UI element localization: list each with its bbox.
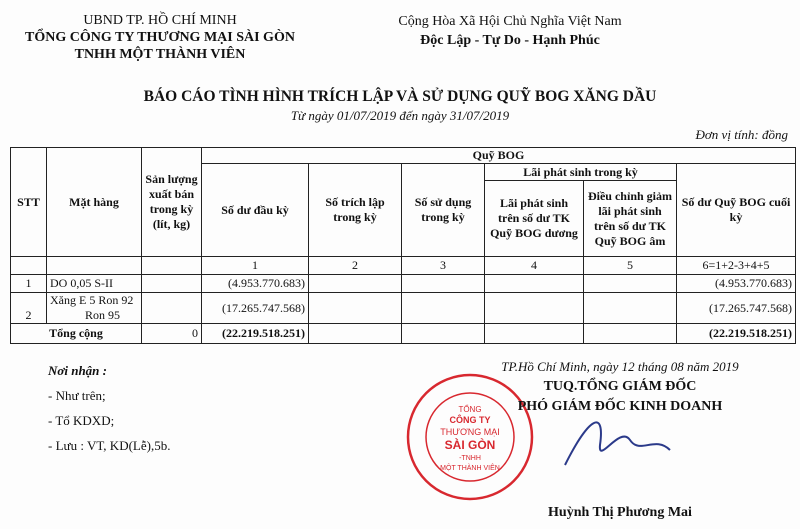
col-use: Số sử dụng trong kỳ <box>402 164 485 257</box>
col-num: 4 <box>485 257 584 275</box>
country-name: Cộng Hòa Xã Hội Chủ Nghĩa Việt Nam <box>398 14 622 29</box>
svg-text:THƯƠNG MẠI: THƯƠNG MẠI <box>440 427 500 437</box>
total-open: (22.219.518.251) <box>202 324 309 344</box>
row-open: (4.953.770.683) <box>202 275 309 293</box>
table-row <box>11 293 796 324</box>
col-num: 1 <box>202 257 309 275</box>
table-row <box>11 275 796 293</box>
total-close: (22.219.518.251) <box>677 324 796 344</box>
recipients-title: Nơi nhận : <box>48 363 107 378</box>
signer-name: Huỳnh Thị Phương Mai <box>548 505 692 520</box>
col-volume: Sản lượng xuất bán trong kỳ (lít, kg) <box>142 148 202 257</box>
total-volume: 0 <box>142 324 202 344</box>
row-item-line: Ron 95 <box>85 308 121 322</box>
col-num: 3 <box>402 257 485 275</box>
svg-text:CÔNG TY: CÔNG TY <box>449 415 491 425</box>
col-num: 5 <box>584 257 677 275</box>
recipient-item: - Lưu : VT, KD(Lễ),5b. <box>48 438 171 453</box>
report-title: BÁO CÁO TÌNH HÌNH TRÍCH LẬP VÀ SỬ DỤNG QUỸ BOG XĂNG DẦU <box>143 88 657 105</box>
svg-text:SÀI GÒN: SÀI GÒN <box>444 438 496 452</box>
signature <box>560 405 680 485</box>
col-interest-negative: Điều chỉnh giảm lãi phát sinh trên số dư TK Quỹ BOG âm <box>584 181 677 257</box>
recipient-item: - Tổ KDXD; <box>48 413 115 428</box>
row-item: DO 0,05 S-II <box>47 275 142 293</box>
total-row <box>11 324 796 344</box>
sign-date: TP.Hồ Chí Minh, ngày 12 tháng 08 năm 2019 <box>501 359 739 374</box>
row-stt: 1 <box>11 275 47 293</box>
row-item-line: Xăng E 5 Ron 92 <box>50 293 134 307</box>
col-close: Số dư Quỹ BOG cuối kỳ <box>677 164 796 257</box>
total-label: Tổng cộng <box>11 324 142 344</box>
column-number-row <box>11 257 796 275</box>
sign-role: TUQ.TỔNG GIÁM ĐỐC <box>543 379 697 394</box>
org-type: TNHH MỘT THÀNH VIÊN <box>74 47 246 62</box>
col-group-fund: Quỹ BOG <box>202 148 796 164</box>
row-close: (4.953.770.683) <box>677 275 796 293</box>
svg-text:TỔNG: TỔNG <box>458 405 482 414</box>
svg-text:MỘT THÀNH VIÊN: MỘT THÀNH VIÊN <box>440 465 500 472</box>
sign-role: PHÓ GIÁM ĐỐC KINH DOANH <box>517 399 723 414</box>
org-parent: UBND TP. HỒ CHÍ MINH <box>83 13 237 28</box>
col-num: 6=1+2-3+4+5 <box>677 257 796 275</box>
motto: Độc Lập - Tự Do - Hạnh Phúc <box>420 33 600 48</box>
recipients <box>48 358 170 458</box>
col-item: Mặt hàng <box>47 148 142 257</box>
col-stt: STT <box>11 148 47 257</box>
col-interest-positive: Lãi phát sinh trên số dư TK Quỹ BOG dương <box>485 181 584 257</box>
col-open: Số dư đầu kỳ <box>202 164 309 257</box>
svg-text:-TNHH: -TNHH <box>459 455 481 462</box>
col-num: 2 <box>309 257 402 275</box>
row-close: (17.265.747.568) <box>677 293 796 324</box>
report-period: Từ ngày 01/07/2019 đến ngày 31/07/2019 <box>290 108 510 123</box>
org-name: TỔNG CÔNG TY THƯƠNG MẠI SÀI GÒN <box>25 30 295 45</box>
col-group-interest: Lãi phát sinh trong kỳ <box>485 164 677 181</box>
col-accrue: Số trích lập trong kỳ <box>309 164 402 257</box>
signature-block <box>440 357 800 417</box>
row-item <box>47 293 142 324</box>
bog-fund-table <box>10 147 796 344</box>
row-open: (17.265.747.568) <box>202 293 309 324</box>
unit-label: Đơn vị tính: đồng <box>695 127 788 142</box>
row-stt: 2 <box>11 293 47 324</box>
national-header <box>360 12 660 50</box>
org-header <box>10 12 310 63</box>
recipient-item: - Như trên; <box>48 388 106 403</box>
